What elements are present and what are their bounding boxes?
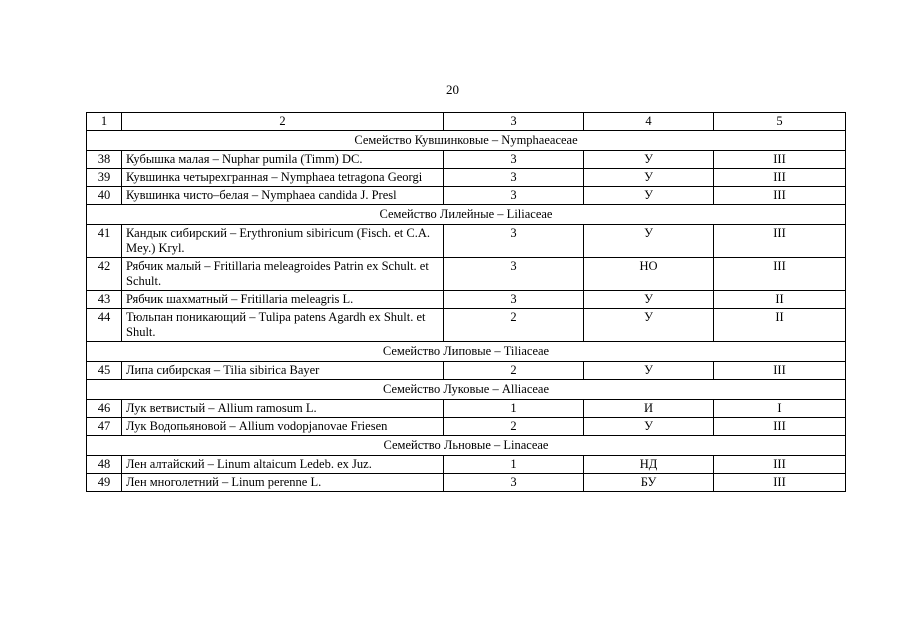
species-category: 3 (444, 187, 584, 205)
table-row (87, 187, 846, 205)
table-header-row (87, 113, 846, 131)
species-priority: III (714, 151, 846, 169)
column-header: 2 (122, 113, 444, 131)
table-row (87, 400, 846, 418)
species-number: 48 (87, 456, 122, 474)
family-row (87, 205, 846, 225)
species-name: Лен алтайский – Linum altaicum Ledeb. ex Juz. (122, 456, 444, 474)
species-status: НД (584, 456, 714, 474)
column-header: 5 (714, 113, 846, 131)
species-number: 44 (87, 309, 122, 342)
family-row (87, 342, 846, 362)
family-row (87, 131, 846, 151)
species-name: Рябчик малый – Fritillaria meleagroides Patrin ex Schult. et Schult. (122, 258, 444, 291)
species-priority: III (714, 418, 846, 436)
species-number: 46 (87, 400, 122, 418)
family-title: Семейство Луковые – Alliaceae (87, 380, 846, 400)
species-name: Липа сибирская – Tilia sibirica Bayer (122, 362, 444, 380)
species-name: Лук Водопьяновой – Allium vodopjanovae Friesen (122, 418, 444, 436)
species-number: 47 (87, 418, 122, 436)
species-category: 2 (444, 362, 584, 380)
species-status: У (584, 418, 714, 436)
species-category: 2 (444, 309, 584, 342)
species-number: 40 (87, 187, 122, 205)
species-category: 3 (444, 169, 584, 187)
species-name: Кубышка малая – Nuphar pumila (Timm) DC. (122, 151, 444, 169)
table-row (87, 169, 846, 187)
species-priority: III (714, 187, 846, 205)
species-priority: III (714, 169, 846, 187)
table-row (87, 258, 846, 291)
species-name: Кувшинка четырехгранная – Nymphaea tetragona Georgi (122, 169, 444, 187)
species-priority: III (714, 225, 846, 258)
species-number: 39 (87, 169, 122, 187)
species-priority: III (714, 362, 846, 380)
column-header: 3 (444, 113, 584, 131)
table-row (87, 151, 846, 169)
species-status: У (584, 187, 714, 205)
species-name: Кандык сибирский – Erythronium sibiricum (Fisch. et C.A. Mey.) Kryl. (122, 225, 444, 258)
species-name: Лук ветвистый – Allium ramosum L. (122, 400, 444, 418)
table-row (87, 309, 846, 342)
species-number: 38 (87, 151, 122, 169)
species-number: 42 (87, 258, 122, 291)
species-name: Тюльпан поникающий – Tulipa patens Agardh ex Shult. et Shult. (122, 309, 444, 342)
species-table (86, 112, 846, 492)
table-row (87, 225, 846, 258)
species-category: 1 (444, 400, 584, 418)
species-status: У (584, 291, 714, 309)
species-priority: I (714, 400, 846, 418)
table-row (87, 362, 846, 380)
species-category: 3 (444, 151, 584, 169)
species-priority: III (714, 258, 846, 291)
table-row (87, 474, 846, 492)
table-row (87, 456, 846, 474)
species-status: У (584, 309, 714, 342)
species-status: У (584, 362, 714, 380)
species-priority: III (714, 456, 846, 474)
species-priority: II (714, 291, 846, 309)
species-name: Лен многолетний – Linum perenne L. (122, 474, 444, 492)
species-name: Рябчик шахматный – Fritillaria meleagris L. (122, 291, 444, 309)
species-number: 49 (87, 474, 122, 492)
family-title: Семейство Льновые – Linaceae (87, 436, 846, 456)
species-priority: II (714, 309, 846, 342)
species-priority: III (714, 474, 846, 492)
species-number: 43 (87, 291, 122, 309)
species-category: 3 (444, 258, 584, 291)
species-status: НО (584, 258, 714, 291)
species-status: У (584, 225, 714, 258)
page-number: 20 (446, 82, 459, 97)
column-header: 1 (87, 113, 122, 131)
family-title: Семейство Липовые – Tiliaceae (87, 342, 846, 362)
species-category: 3 (444, 474, 584, 492)
species-status: У (584, 151, 714, 169)
species-status: БУ (584, 474, 714, 492)
species-category: 3 (444, 225, 584, 258)
table-row (87, 291, 846, 309)
species-status: У (584, 169, 714, 187)
family-title: Семейство Кувшинковые – Nymphaeaceae (87, 131, 846, 151)
family-row (87, 436, 846, 456)
family-row (87, 380, 846, 400)
species-number: 41 (87, 225, 122, 258)
column-header: 4 (584, 113, 714, 131)
species-number: 45 (87, 362, 122, 380)
species-status: И (584, 400, 714, 418)
species-name: Кувшинка чисто–белая – Nymphaea candida J. Presl (122, 187, 444, 205)
species-category: 1 (444, 456, 584, 474)
table-row (87, 418, 846, 436)
family-title: Семейство Лилейные – Liliaceae (87, 205, 846, 225)
species-category: 3 (444, 291, 584, 309)
species-category: 2 (444, 418, 584, 436)
